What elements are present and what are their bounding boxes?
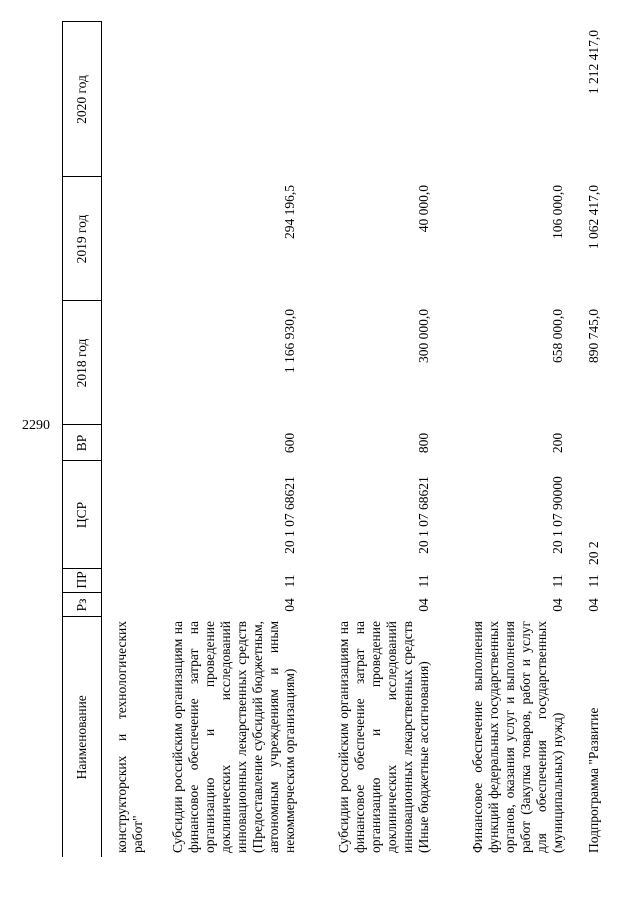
row-2020: 1 212 417,0 xyxy=(585,30,601,95)
row-csr: 20 1 07 68621 xyxy=(415,476,431,554)
table-row xyxy=(298,22,432,857)
row-csr: 20 2 xyxy=(585,541,601,565)
rotated-page xyxy=(40,0,601,865)
row-csr: 20 1 07 90000 xyxy=(549,476,565,554)
row-2019: 106 000,0 xyxy=(549,185,565,239)
row-2019 xyxy=(102,177,146,301)
row-csr xyxy=(102,461,146,569)
row-pr xyxy=(102,569,146,593)
row-pr: 11 xyxy=(549,574,565,588)
row-csr: 20 1 07 68621 xyxy=(281,476,297,554)
row-rz xyxy=(102,593,146,617)
table-row xyxy=(146,22,298,857)
row-2019: 40 000,0 xyxy=(415,185,431,233)
row-2020 xyxy=(102,22,146,177)
row-2020 xyxy=(432,22,566,177)
table-row xyxy=(566,22,602,857)
row-pr: 11 xyxy=(281,574,297,588)
header-2020: 2020 год xyxy=(63,22,102,177)
row-vr xyxy=(102,425,146,461)
table-row xyxy=(102,22,146,857)
row-pr: 11 xyxy=(415,574,431,588)
row-2018: 658 000,0 xyxy=(549,309,565,363)
budget-table xyxy=(62,22,602,858)
row-name: Субсидии российским организациям на финансовое обеспечение затрат на организацию и проведение доклинических исследований инновационных лекарственных средств (Предоставление субсидий бюджетным, автономным учреждениям и иным некоммерческим организациям) xyxy=(169,621,297,853)
row-2019: 1 062 417,0 xyxy=(585,185,601,250)
row-vr: 800 xyxy=(415,432,431,454)
header-vr: ВР xyxy=(63,425,102,461)
row-name: Подпрограмма "Развитие xyxy=(585,707,601,853)
row-2018: 890 745,0 xyxy=(585,309,601,363)
header-2019: 2019 год xyxy=(63,177,102,301)
header-name: Наименование xyxy=(63,617,102,857)
row-2018 xyxy=(102,301,146,425)
row-2020 xyxy=(298,22,432,177)
header-rz: Рз xyxy=(63,593,102,617)
header-csr: ЦСР xyxy=(63,461,102,569)
row-rz: 04 xyxy=(585,598,601,612)
row-vr: 200 xyxy=(549,432,565,454)
page-number: 2290 xyxy=(22,418,50,433)
row-pr: 11 xyxy=(585,574,601,588)
row-rz: 04 xyxy=(415,598,431,612)
row-name: конструкторских и технологических работ" xyxy=(113,621,145,853)
table-row xyxy=(432,22,566,857)
row-vr: 600 xyxy=(281,432,297,454)
row-2018: 1 166 930,0 xyxy=(281,309,297,374)
row-2019: 294 196,5 xyxy=(281,185,297,239)
row-name: Субсидии российским организациям на финансовое обеспечение затрат на организацию и проведение доклинических исследований инновационных лекарственных средств (Иные бюджетные ассигнования) xyxy=(335,621,431,853)
row-vr xyxy=(566,425,602,461)
header-2018: 2018 год xyxy=(63,301,102,425)
header-pr: ПР xyxy=(63,569,102,593)
row-name: Финансовое обеспечение выполнения функций федеральных государственных органов, оказания услуг и выполнения работ (Закупка товаров, работ и услуг для обеспечения государственных (муниципальных) нужд) xyxy=(469,621,565,853)
row-2018: 300 000,0 xyxy=(415,309,431,363)
table-header-row xyxy=(63,22,102,857)
row-2020 xyxy=(146,22,298,177)
row-rz: 04 xyxy=(549,598,565,612)
row-rz: 04 xyxy=(281,598,297,612)
